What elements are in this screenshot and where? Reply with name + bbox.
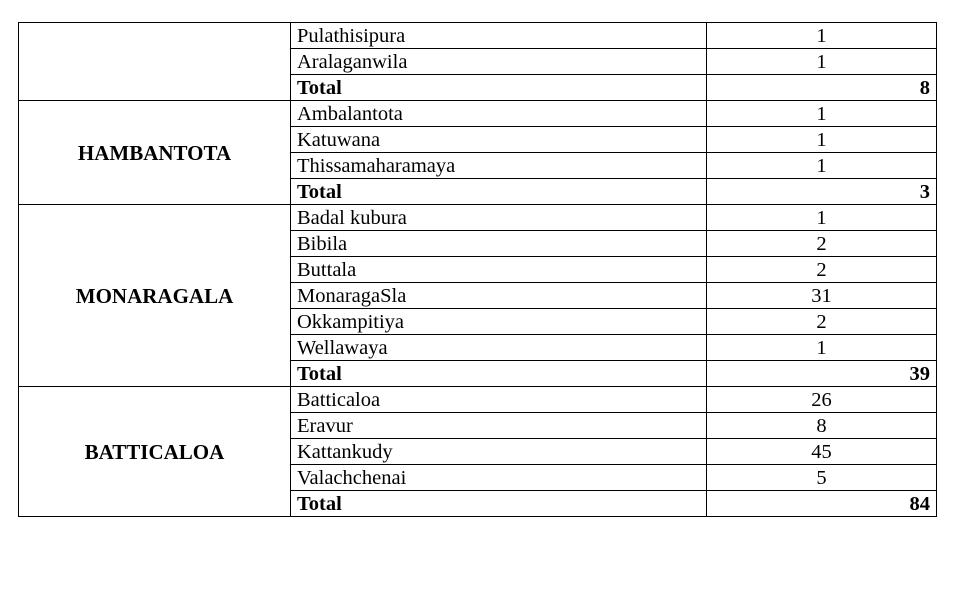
total-value-cell: 8 [707, 75, 937, 101]
district-table [18, 22, 937, 517]
total-label-cell: Total [291, 361, 707, 387]
place-name-cell: Pulathisipura [291, 23, 707, 49]
district-name-cell: BATTICALOA [19, 387, 291, 517]
count-cell: 1 [707, 153, 937, 179]
total-value-cell: 3 [707, 179, 937, 205]
place-name-cell: Aralaganwila [291, 49, 707, 75]
count-cell: 2 [707, 231, 937, 257]
count-cell: 1 [707, 23, 937, 49]
place-name-cell: Badal kubura [291, 205, 707, 231]
place-name-cell: Wellawaya [291, 335, 707, 361]
place-name-cell: Okkampitiya [291, 309, 707, 335]
district-name-cell [19, 23, 291, 101]
count-cell: 1 [707, 335, 937, 361]
district-name-cell: MONARAGALA [19, 205, 291, 387]
place-name-cell: MonaragaSla [291, 283, 707, 309]
place-name-cell: Ambalantota [291, 101, 707, 127]
place-name-cell: Thissamaharamaya [291, 153, 707, 179]
place-name-cell: Eravur [291, 413, 707, 439]
place-name-cell: Bibila [291, 231, 707, 257]
count-cell: 26 [707, 387, 937, 413]
place-name-cell: Buttala [291, 257, 707, 283]
table-row [19, 101, 937, 127]
place-name-cell: Batticaloa [291, 387, 707, 413]
table-row [19, 387, 937, 413]
count-cell: 5 [707, 465, 937, 491]
count-cell: 31 [707, 283, 937, 309]
district-table-body [19, 23, 937, 517]
count-cell: 1 [707, 205, 937, 231]
count-cell: 45 [707, 439, 937, 465]
count-cell: 2 [707, 257, 937, 283]
table-row [19, 205, 937, 231]
district-name-cell: HAMBANTOTA [19, 101, 291, 205]
place-name-cell: Katuwana [291, 127, 707, 153]
total-label-cell: Total [291, 491, 707, 517]
place-name-cell: Kattankudy [291, 439, 707, 465]
place-name-cell: Valachchenai [291, 465, 707, 491]
count-cell: 8 [707, 413, 937, 439]
count-cell: 1 [707, 127, 937, 153]
table-row [19, 23, 937, 49]
count-cell: 2 [707, 309, 937, 335]
total-label-cell: Total [291, 75, 707, 101]
count-cell: 1 [707, 101, 937, 127]
count-cell: 1 [707, 49, 937, 75]
total-label-cell: Total [291, 179, 707, 205]
total-value-cell: 39 [707, 361, 937, 387]
total-value-cell: 84 [707, 491, 937, 517]
